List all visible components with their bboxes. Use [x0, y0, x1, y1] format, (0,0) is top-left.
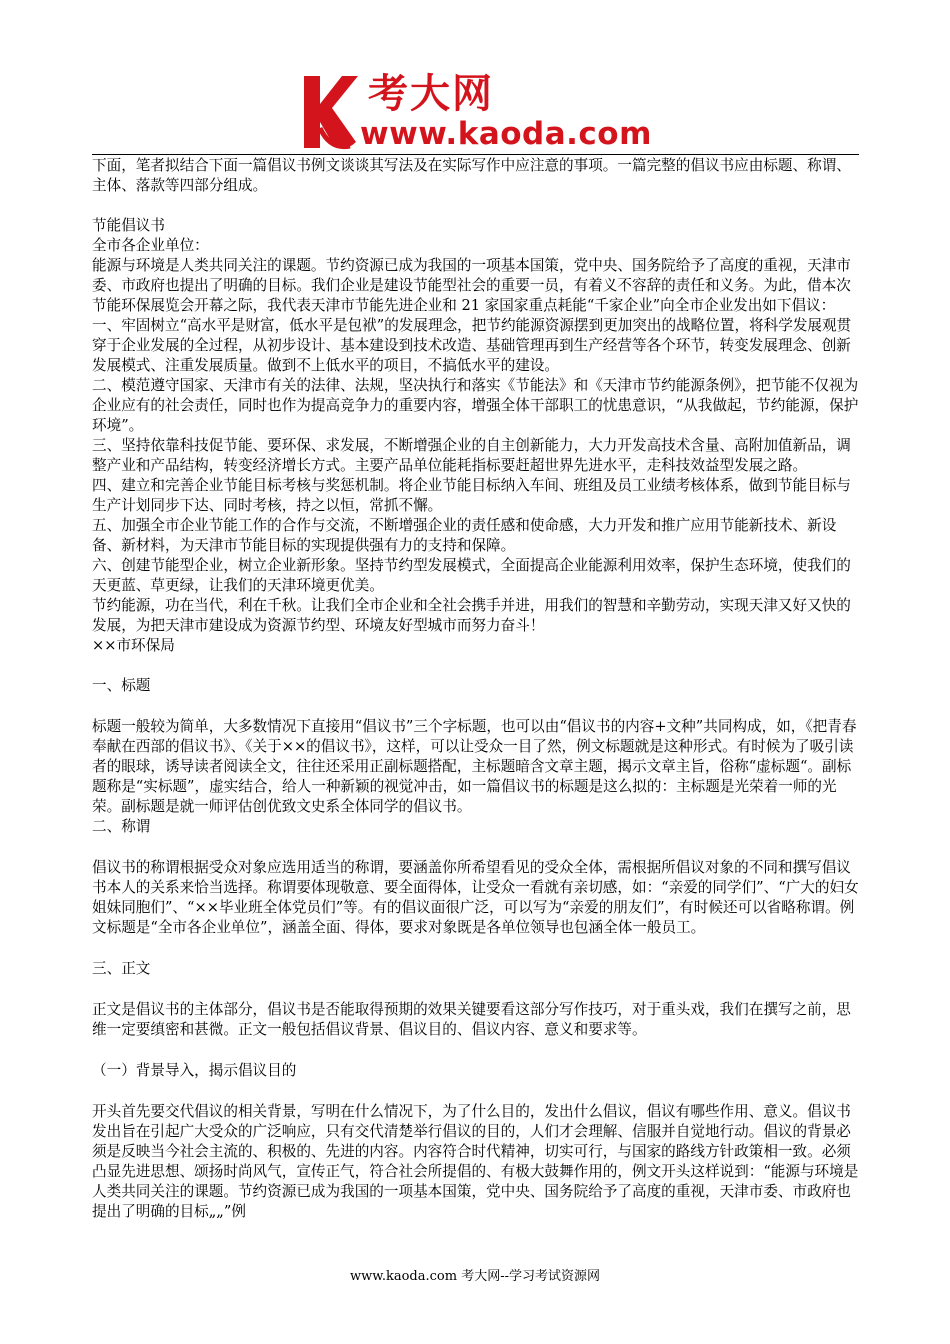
- page-footer: www.kaoda.com 考大网--学习考试资源网: [350, 1269, 600, 1284]
- intro-paragraph: 下面，笔者拟结合下面一篇倡议书例文谈谈其写法及在实际写作中应注意的事项。一篇完整的倡议书应由标题、称谓、主体、落款等四部分组成。: [92, 157, 851, 194]
- subsection-body: 开头首先要交代倡议的相关背景，写明在什么情况下，为了什么目的，发出什么倡议，倡议有哪些作用、意义。倡议书发出旨在引起广大受众的广泛响应，只有交代清楚举行倡议的目的，人们才会理解、信服并自觉地行动。倡议的背景必须是反映当今社会主流的、积极的、先进的内容。内容符合时代精神，切实可行，与国家的路线方针政策相一致。必须凸显先进思想、颂扬时尚风气，宣传正气，符合社会所提倡的、有极大鼓舞作用的，例文开头这样说到：“能源与环境是人类共同关注的课题。节约资源已成为我国的一项基本国策，党中央、国务院给予了高度的重视，天津市委、市政府也提出了明确的目标„„”例: [92, 1103, 859, 1220]
- example-closing: 节约能源，功在当代，利在千秋。让我们全市企业和全社会携手并进，用我们的智慧和辛勤劳动，实现天津又好又快的发展，为把天津市建设成为资源节约型、环境友好型城市而努力奋斗！: [92, 597, 851, 634]
- section-body: 正文是倡议书的主体部分，倡议书是否能取得预期的效果关键要看这部分写作技巧，对于重头戏，我们在撰写之前，思维一定要缜密和甚微。正文一般包括倡议背景、倡议目的、倡议内容、意义和要求等。: [92, 1001, 851, 1038]
- example-item-6: 六、创建节能型企业，树立企业新形象。坚持节约型发展模式，全面提高企业能源利用效率，保护生态环境，使我们的天更蓝、草更绿，让我们的天津环境更优美。: [92, 557, 851, 594]
- section-heading: 一、标题: [92, 677, 151, 694]
- section-heading: 二、称谓: [92, 818, 151, 835]
- example-salutation: 全市各企业单位：: [92, 237, 209, 254]
- example-item-3: 三、坚持依靠科技促节能、要环保、求发展，不断增强企业的自主创新能力，大力开发高技术含量、高附加值新品，调整产业和产品结构，转变经济增长方式。主要产品单位能耗指标要赶超世界先进水平，走科技效益型发展之路。: [92, 437, 851, 474]
- header-divider: [92, 154, 859, 155]
- example-title: 节能倡议书: [92, 217, 165, 234]
- kaoda-k-logo-icon: [300, 70, 360, 154]
- subsection-heading: （一）背景导入，揭示倡议目的: [92, 1062, 297, 1079]
- section-body: 倡议书的称谓根据受众对象应选用适当的称谓，要涵盖你所希望看见的受众全体，需根据所倡议对象的不同和撰写倡议书本人的关系来恰当选择。称谓要体现敬意、要全面得体，让受众一看就有亲切感，如：“亲爱的同学们”、“广大的妇女姐妹同胞们”、“××毕业班全体党员们”等。有的倡议面很广泛，可以写为“亲爱的朋友们”，有时候还可以省略称谓。例文标题是“全市各企业单位”，涵盖全面、得体，要求对象既是各单位领导也包涵全体一般员工。: [92, 859, 859, 936]
- example-item-2: 二、模范遵守国家、天津市有关的法律、法规，坚决执行和落实《节能法》和《天津市节约能源条例》，把节能不仅视为企业应有的社会责任，同时也作为提高竞争力的重要内容，增强全体干部职工的忧患意识，“从我做起，节约能源，保护环境”。: [92, 377, 859, 434]
- section-heading: 三、正文: [92, 960, 151, 977]
- logo-title: 考大网: [368, 71, 494, 117]
- example-item-1: 一、牢固树立“高水平是财富，低水平是包袱”的发展理念，把节约能源资源摆到更加突出的战略位置，将科学发展观贯穿于企业发展的全过程，从初步设计、基本建设到技术改造、基础管理再到生产经营等各个环节，转变发展理念、创新发展模式、注重发展质量。做到不上低水平的项目，不搞低水平的建设。: [92, 317, 852, 374]
- example-item-4: 四、建立和完善企业节能目标考核与奖惩机制。将企业节能目标纳入车间、班组及员工业绩考核体系，做到节能目标与生产计划同步下达、同时考核，持之以恒，常抓不懈。: [92, 477, 851, 514]
- document-body: [92, 156, 862, 1222]
- example-item-5: 五、加强全市企业节能工作的合作与交流，不断增强企业的责任感和使命感，大力开发和推广应用节能新技术、新设备、新材料，为天津市节能目标的实现提供强有力的支持和保障。: [92, 517, 837, 554]
- section-body: 标题一般较为简单，大多数情况下直接用“倡议书”三个字标题，也可以由“倡议书的内容+文种”共同构成，如，《把青春奉献在西部的倡议书》、《关于××的倡议书》，这样，可以让受众一目了然，例文标题就是这种形式。有时候为了吸引读者的眼球，诱导读者阅读全文，往往还采用正副标题搭配，主标题暗含文章主题，揭示文章主旨，俗称“虚标题“。副标题称是“实标题”，虚实结合，给人一种新颖的视觉冲击，如一篇倡议书的标题是这么拟的：主标题是光荣着一师的光荣。副标题是就一师评估创优致文史系全体同学的倡议书。: [92, 718, 857, 815]
- example-opening: 能源与环境是人类共同关注的课题。节约资源已成为我国的一项基本国策，党中央、国务院给予了高度的重视，天津市委、市政府也提出了明确的目标。我们企业是建设节能型社会的重要一员，有着义不容辞的责任和义务。为此，借本次节能环保展览会开幕之际，我代表天津市节能先进企业和 21 家国家重点耗能“千家企业”向全市企业发出如下倡议：: [92, 257, 851, 314]
- logo-url: www.kaoda.com: [360, 116, 652, 152]
- example-signature: ××市环保局: [92, 637, 175, 654]
- page-header: [0, 0, 950, 160]
